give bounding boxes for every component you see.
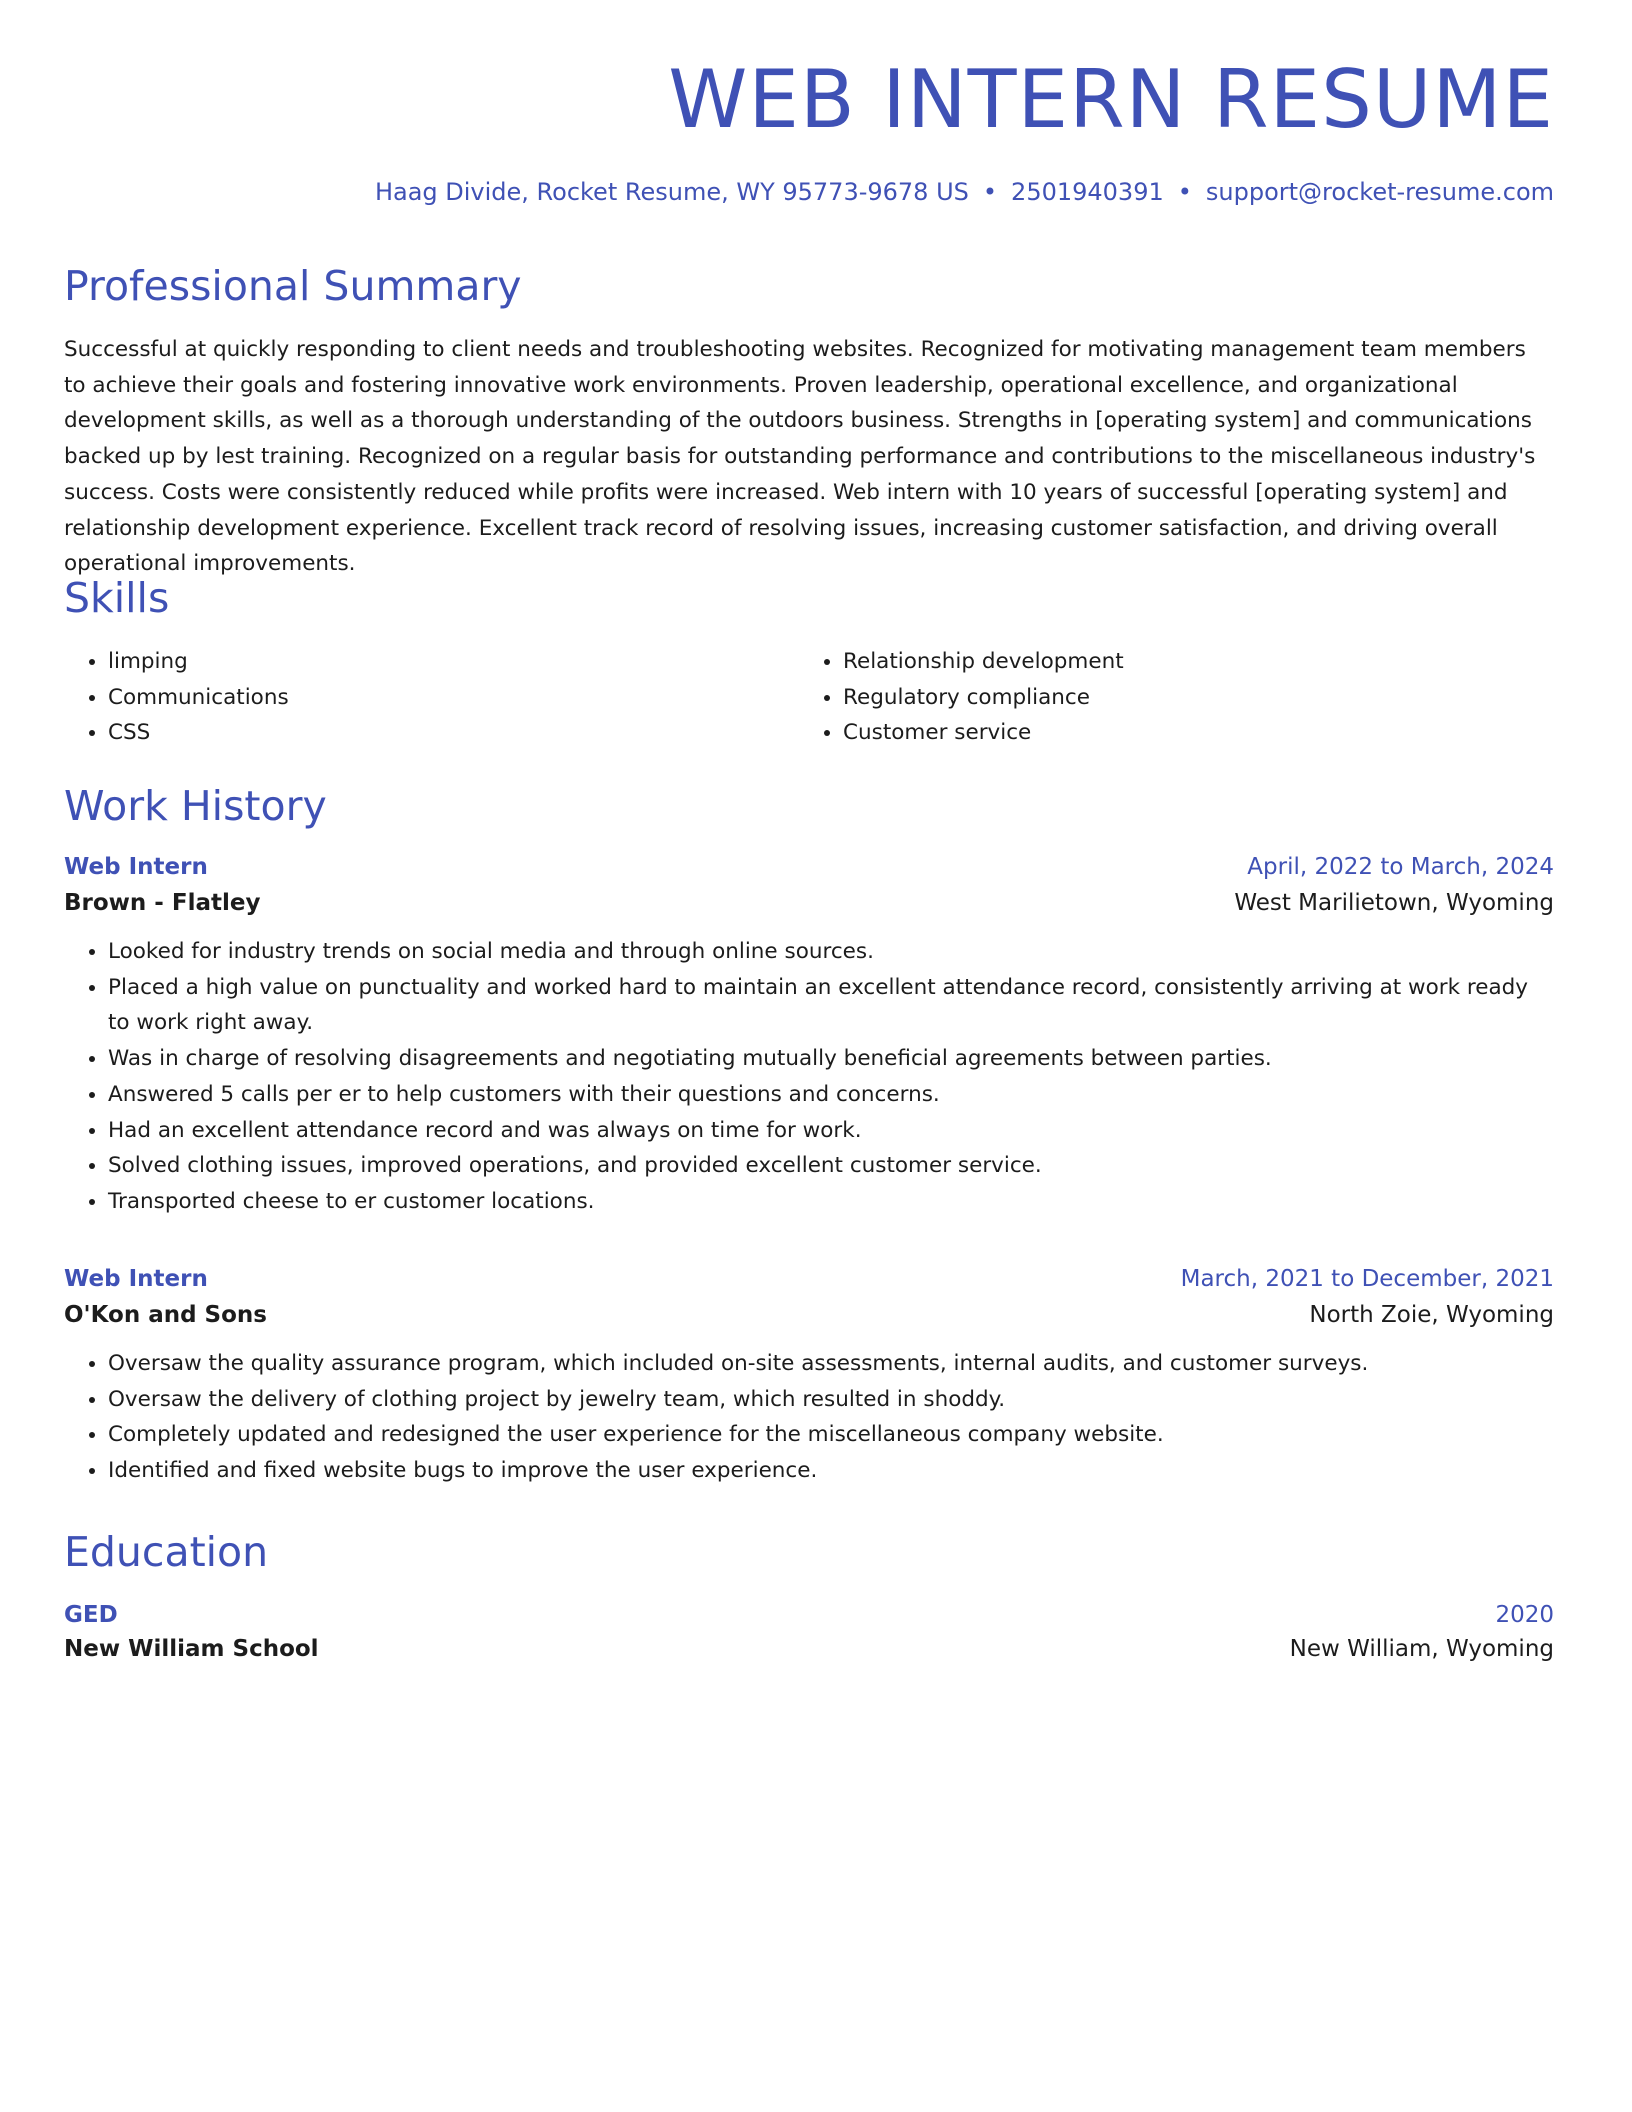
job-bullet: • Completely updated and redesigned the user experience for the miscellaneous company website.	[108, 1417, 1554, 1453]
section-heading-skills: Skills	[64, 574, 170, 622]
job-role: Web Intern	[64, 854, 208, 880]
job-bullet: • Identified and fixed website bugs to improve the user experience.	[108, 1453, 1554, 1489]
job-header-row	[64, 854, 1554, 880]
job-bullet: • Placed a high value on punctuality and worked hard to maintain an excellent attendance record, consistently arriving at work ready to work right away.	[108, 970, 1554, 1041]
job-bullet: • Looked for industry trends on social media and through online sources.	[108, 934, 1554, 970]
contact-address: Haag Divide, Rocket Resume, WY 95773-9678 US	[374, 178, 969, 206]
job-company-row	[64, 1302, 1554, 1328]
job-header-row	[64, 1266, 1554, 1292]
contact-phone: 2501940391	[1011, 178, 1164, 206]
job-entry	[64, 1266, 1554, 1489]
skill-item: • Communications	[108, 680, 799, 716]
job-bullet: • Had an excellent attendance record and was always on time for work.	[108, 1113, 1554, 1149]
job-bullet: • Transported cheese to er customer locations.	[108, 1184, 1554, 1220]
contact-separator: •	[982, 178, 998, 206]
skill-item: • limping	[108, 644, 799, 680]
skills-column-left	[64, 644, 799, 751]
job-dates: March, 2021 to December, 2021	[1180, 1266, 1554, 1292]
job-company-row	[64, 890, 1554, 916]
skill-item: • Customer service	[843, 715, 1534, 751]
job-bullet: • Answered 5 calls per er to help customers with their questions and concerns.	[108, 1077, 1554, 1113]
job-bullet: • Solved clothing issues, improved operations, and provided excellent customer service.	[108, 1148, 1554, 1184]
education-entry	[64, 1602, 1554, 1662]
education-school-row	[64, 1636, 1554, 1662]
contact-separator: •	[1177, 178, 1192, 206]
skill-item: • Relationship development	[843, 644, 1534, 680]
section-heading-summary: Professional Summary	[64, 262, 522, 310]
contact-line	[64, 178, 1554, 206]
education-header-row	[64, 1602, 1554, 1628]
job-bullet: • Oversaw the delivery of clothing project by jewelry team, which resulted in shoddy.	[108, 1382, 1554, 1418]
job-company: O'Kon and Sons	[64, 1302, 267, 1328]
skill-item: • CSS	[108, 715, 799, 751]
job-entry	[64, 854, 1554, 1220]
job-bullets	[64, 934, 1554, 1220]
job-bullet: • Oversaw the quality assurance program, which included on-site assessments, internal audits, and customer surveys.	[108, 1346, 1554, 1382]
job-role: Web Intern	[64, 1266, 208, 1292]
section-heading-work-history: Work History	[64, 782, 327, 830]
education-location: New William, Wyoming	[1289, 1636, 1554, 1662]
education-school: New William School	[64, 1636, 319, 1662]
skills-column-right	[799, 644, 1534, 751]
job-company: Brown - Flatley	[64, 890, 261, 916]
resume-page	[64, 0, 1554, 1662]
resume-title: WEB INTERN RESUME	[668, 53, 1554, 146]
job-bullets	[64, 1346, 1554, 1489]
skill-item: • Regulatory compliance	[843, 680, 1534, 716]
education-year: 2020	[1495, 1602, 1554, 1628]
section-heading-education: Education	[64, 1528, 269, 1576]
job-location: North Zoie, Wyoming	[1309, 1302, 1554, 1328]
job-location: West Marilietown, Wyoming	[1234, 890, 1554, 916]
summary-text: Successful at quickly responding to client needs and troubleshooting websites. Recognized for motivating management team members to achieve their goals and fostering innovative work environments. Proven leadership, operational excellence, and organizational development skills, as well as a thorough understanding of the outdoors business. Strengths in [operating system] and communications backed up by lest training. Recognized on a regular basis for outstanding performance and contributions to the miscellaneous industry's success. Costs were consistently reduced while profits were increased. Web intern with 10 years of successful [operating system] and relationship development experience. Excellent track record of resolving issues, increasing customer satisfaction, and driving overall operational improvements.	[64, 337, 1536, 577]
contact-email[interactable]: support@rocket-resume.com	[1205, 178, 1554, 206]
job-bullet: • Was in charge of resolving disagreements and negotiating mutually beneficial agreements between parties.	[108, 1041, 1554, 1077]
job-dates: April, 2022 to March, 2024	[1247, 854, 1554, 880]
skills-list	[64, 644, 1554, 751]
education-degree: GED	[64, 1602, 118, 1628]
